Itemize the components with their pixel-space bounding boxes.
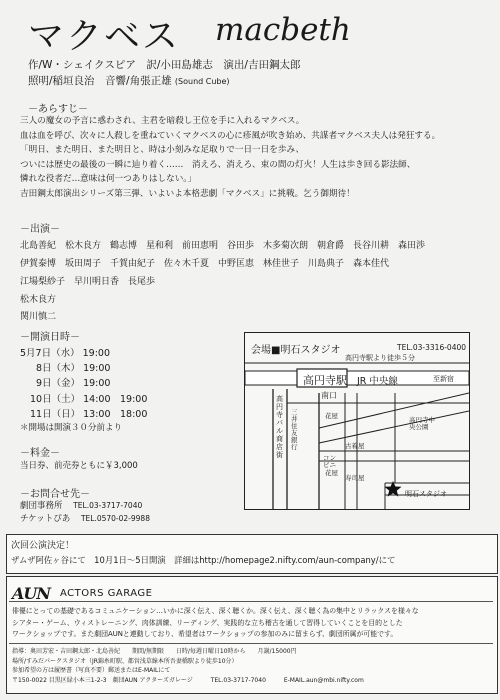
- cast-row: 伊賀泰博 坂田周子 千賀由紀子 佐々木千夏 中野匡恵 林佳世子 川島典子 森本佳代: [20, 259, 390, 269]
- schedule-times: 19:00: [83, 378, 111, 389]
- schedule-times: 14:00 19:00: [83, 394, 148, 405]
- landmark-bank: 三井住友銀行: [291, 408, 298, 451]
- venue-access: 高円寺駅より徒歩５分: [345, 354, 415, 362]
- fee-heading: －料金－: [20, 448, 60, 459]
- next-performance-title: 次回公演決定！: [11, 541, 75, 551]
- workshop-tel: TEL.03-3717-7040: [210, 676, 266, 684]
- schedule-date: 11日（日）: [30, 409, 81, 420]
- schedule-date: 5月7日（水）: [20, 348, 80, 359]
- contact-label: 劇団事務所: [20, 501, 63, 511]
- cast-row: 関川慎二: [20, 312, 57, 322]
- workshop-address: 〒150-0022 目黒区緑小本三1-2-3 劇団AUN アクターズガレージ: [12, 676, 193, 684]
- workshop-row-4: [12, 676, 364, 686]
- schedule-row: [20, 345, 110, 359]
- schedule-times: 19:00: [83, 363, 111, 374]
- aun-logo: AUN: [12, 584, 50, 603]
- landmark-used-clothing: 古着屋: [345, 442, 365, 450]
- credits-lighting-sound: 照明/稲垣良治 音響/角張正雄: [28, 75, 172, 87]
- contact-tel: TEL.03-3717-7040: [73, 501, 143, 510]
- schedule-date: 9日（金）: [36, 378, 81, 389]
- synopsis-line: 血は血を呼び、次々に人殺しを重ねていくマクベスの心に疹風が吹き始め、共謀者マクベス夫人は発狂する。: [20, 130, 441, 141]
- station-name: 高円寺駅: [303, 374, 347, 387]
- schedule-times: 13:00 18:00: [83, 409, 148, 420]
- schedule-row: [30, 391, 147, 405]
- workshop-email: E-MAIL.aun@mbi.nifty.com: [283, 676, 364, 684]
- workshop-period: 期間/無期限: [131, 648, 164, 655]
- landmark-park: 高円寺中央公園: [409, 416, 435, 431]
- schedule-times: 19:00: [82, 348, 111, 359]
- landmark-flower-shop-2: 花屋: [325, 469, 338, 477]
- landmark-convenience-store: コンビニ: [323, 454, 336, 469]
- schedule-note: ＊開場は開演３０分前より: [20, 423, 123, 433]
- title-english: macbeth: [215, 12, 351, 48]
- schedule-row: [36, 375, 110, 389]
- workshop-days: 日時/毎週日曜日10時から: [175, 648, 246, 655]
- venue-tel: TEL.03-3316-0400: [397, 343, 467, 352]
- workshop-description: [12, 606, 419, 641]
- fee-text: 当日券、前売券ともに￥3,000: [20, 461, 138, 471]
- actors-garage-label: ACTORS GARAGE: [60, 588, 153, 599]
- street-label: 高円寺パル商店街: [276, 395, 283, 459]
- schedule-date: 10日（土）: [30, 394, 81, 405]
- footer-divider: [9, 643, 493, 644]
- contact-label: チケットぴあ: [20, 514, 71, 524]
- contact-heading: －お問合せ先－: [20, 489, 90, 500]
- road: [319, 411, 469, 443]
- venue-map: [244, 332, 470, 510]
- title-japanese: マクベス: [28, 16, 181, 57]
- next-performance-details: ザムザ阿佐ヶ谷にて 10月1日～5日開演 詳細はhttp://homepage2.nifty.com/aun-company/にて: [11, 555, 396, 565]
- synopsis-line: 吉田鋼太郎演出シリーズ第三弾、いよいよ本格悲劇「マクベス」に挑戦。乞う御期待！: [20, 188, 355, 199]
- schedule-row: [36, 360, 110, 374]
- credits-line-2: [28, 73, 230, 88]
- cast-row: 江場梨紗子 早川明日香 長尾歩: [20, 277, 156, 287]
- workshop-apply: 参加希望の方は履歴書（写真不要）郵送またはE-MAILにて: [12, 667, 171, 674]
- road: [319, 393, 469, 428]
- schedule-row: [30, 406, 147, 420]
- venue-name: 会場■明石スタジオ: [251, 345, 341, 356]
- schedule-heading: －開演日時－: [20, 332, 80, 343]
- exit-label: 南口: [321, 391, 337, 400]
- cast-row: 松木良方: [20, 295, 57, 305]
- workshop-desc-line: シアター・ゲーム、ウィストレーニング、肉体訓練、リーディング、実践的な立ち稽古を通して習得していくことを目的とした: [12, 618, 403, 627]
- synopsis-line: ついには歴史の最後の一瞬に辿り着く…… 消えろ、消えろ、束の間の灯火！人生は歩き回る影法師、: [20, 159, 416, 170]
- synopsis-line: 三人の魔女の予言に惑わされ、主君を暗殺し王位を手に入れるマクベス。: [20, 116, 305, 126]
- landmark-sushi: 寿司屋: [345, 474, 365, 482]
- direction-label: 至新宿: [433, 375, 454, 383]
- cast-row: 北島善紀 松木良方 鶴志博 星和利 前田恵明 谷田歩 木多菊次朗 朝倉爵 長谷川耕 森田渉: [20, 241, 426, 251]
- workshop-instructors: 指導：奥田芳宏・吉田鋼太郎・北島善紀: [12, 648, 121, 655]
- credits-sound-company: (Sound Cube): [174, 77, 230, 86]
- next-performance-box: [6, 534, 498, 574]
- synopsis-line: 憐れな役者だ…意味は何一つありはしない。」: [20, 174, 197, 184]
- contact-tel: TEL.0570-02-9988: [80, 514, 150, 523]
- cast-heading: －出演－: [20, 224, 60, 235]
- workshop-place: 場所/すみだパークスタジオ（JR錦糸町駅、都営浅草線本所吾妻橋駅より徒歩10分）: [12, 657, 238, 665]
- workshop-desc-line: 俳優にとっての基礎であるコミュニケーション…いかに深く伝え、深く聴くか。深く伝え、深く聴く為の集中とリラックスを様々な: [12, 607, 419, 615]
- contact-row: [20, 499, 142, 511]
- synopsis-line: 「明日、また明日、また明日と、時は小刻みな足取りで一日一日を歩み、: [20, 145, 305, 155]
- credits-line-1: 作/W・シェイクスピア 訳/小田島雄志 演出/吉田鋼太郎: [28, 59, 301, 71]
- workshop-row-1: [12, 647, 364, 657]
- workshop-desc-line: ワークショップです。また劇団AUNと連動しており、希望者はワークショップの参加のみに留まらず、劇団所属が可能です。: [12, 630, 398, 638]
- workshop-fee: 月謝/15000円: [257, 648, 297, 655]
- synopsis-heading: －あらすじ－: [28, 104, 88, 115]
- schedule-date: 8日（木）: [36, 363, 81, 374]
- synopsis-body: [20, 114, 440, 201]
- contact-row: [20, 512, 150, 524]
- landmark-flower-shop: 花屋: [325, 412, 338, 420]
- studio-label: 明石スタジオ: [405, 490, 447, 498]
- footer-divider: [9, 601, 493, 602]
- workshop-details: [12, 647, 364, 685]
- rail-line-name: JR 中央線: [357, 376, 398, 387]
